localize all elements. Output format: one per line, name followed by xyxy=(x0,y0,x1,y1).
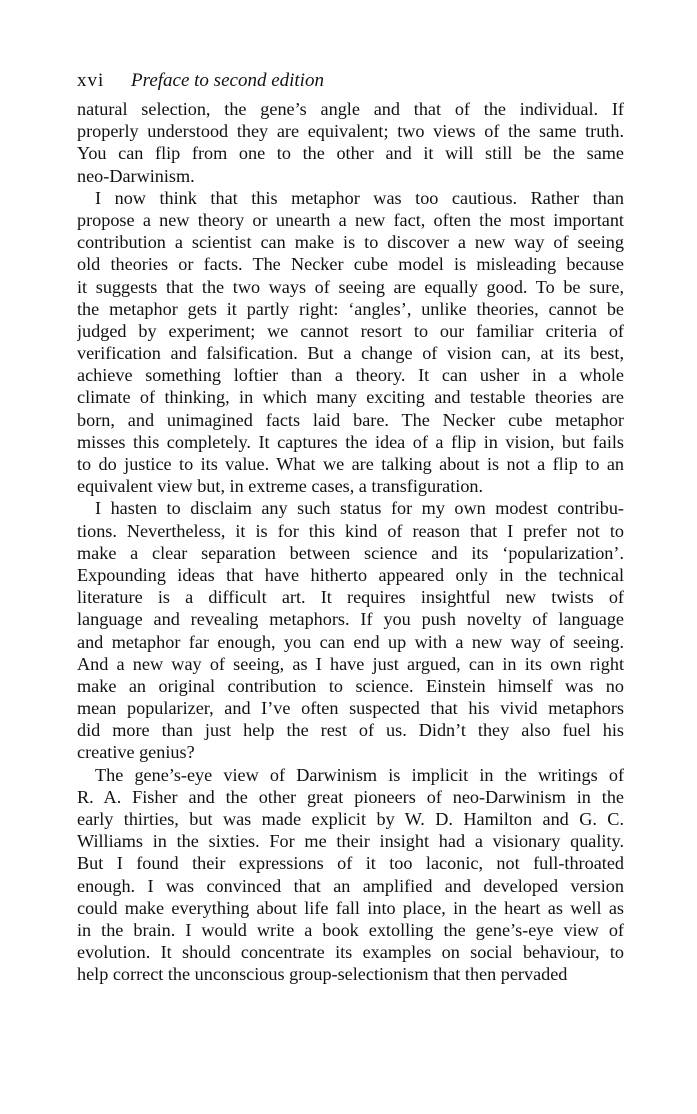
running-title: Preface to second edition xyxy=(131,70,324,91)
text-line: born, and unimagined facts laid bare. The Necker cube metaphor xyxy=(77,409,624,430)
text-line: could make everything about life fall into place, in the heart as well as xyxy=(77,897,624,918)
text-line: old theories or facts. The Necker cube model is misleading because xyxy=(77,254,624,275)
paragraph xyxy=(77,764,624,986)
text-line: climate of thinking, in which many exciting and testable theories are xyxy=(77,387,624,408)
text-line: And a new way of seeing, as I have just argued, can in its own right xyxy=(77,653,624,674)
text-line: evolution. It should concentrate its examples on social behaviour, to xyxy=(77,942,624,963)
text-line: the metaphor gets it partly right: ‘angles’, unlike theories, cannot be xyxy=(77,298,624,319)
text-line: contribution a scientist can make is to discover a new way of seeing xyxy=(77,232,624,253)
text-line: and metaphor far enough, you can end up with a new way of seeing. xyxy=(77,631,624,652)
text-line: But I found their expressions of it too laconic, not full-throated xyxy=(77,853,624,874)
body-text xyxy=(77,98,624,986)
text-line: did more than just help the rest of us. Didn’t they also fuel his xyxy=(77,720,624,741)
text-line: help correct the unconscious group-selectionism that then pervaded xyxy=(77,964,568,985)
text-line: to do justice to its value. What we are talking about is not a flip to an xyxy=(77,454,624,474)
text-line: in the brain. I would write a book extolling the gene’s-eye view of xyxy=(77,919,624,940)
text-line: misses this completely. It captures the idea of a flip in vision, but fails xyxy=(77,431,624,452)
text-line: neo-Darwinism. xyxy=(77,165,195,186)
text-line: literature is a difficult art. It requires insightful new twists of xyxy=(77,587,624,608)
text-line: propose a new theory or unearth a new fact, often the most important xyxy=(77,209,624,230)
paragraph xyxy=(77,187,624,498)
text-line: verification and falsification. But a change of vision can, at its best, xyxy=(77,343,624,364)
text-line: Expounding ideas that have hitherto appeared only in the technical xyxy=(77,564,624,585)
text-line: properly understood they are equivalent; two views of the same truth. xyxy=(77,121,624,142)
text-line: R. A. Fisher and the other great pioneers of neo-Darwinism in the xyxy=(77,786,624,807)
text-line: make an original contribution to science. Einstein himself was no xyxy=(77,675,624,696)
text-line: mean popularizer, and I’ve often suspected that his vivid metaphors xyxy=(77,698,624,719)
text-line: I now think that this metaphor was too cautious. Rather than xyxy=(95,187,624,208)
text-line: make a clear separation between science and its ‘popularization’. xyxy=(77,542,624,563)
text-line: enough. I was convinced that an amplified and developed version xyxy=(77,875,624,896)
text-line: it suggests that the two ways of seeing are equally good. To be sure, xyxy=(77,276,624,297)
paragraph xyxy=(77,98,624,187)
text-line: early thirties, but was made explicit by W. D. Hamilton and G. C. xyxy=(77,809,624,829)
paragraph xyxy=(77,497,624,763)
page-number: xvi xyxy=(77,70,105,91)
text-line: judged by experiment; we cannot resort to our familiar criteria of xyxy=(77,320,624,341)
text-line: Williams in the sixties. For me their insight had a visionary quality. xyxy=(77,831,624,852)
text-line: tions. Nevertheless, it is for this kind of reason that I prefer not to xyxy=(77,520,624,541)
text-line: natural selection, the gene’s angle and that of the individual. If xyxy=(77,99,624,119)
text-line: equivalent view but, in extreme cases, a transfiguration. xyxy=(77,476,484,497)
running-header xyxy=(77,68,637,94)
text-line: The gene’s-eye view of Darwinism is implicit in the writings of xyxy=(95,764,624,785)
text-line: language and revealing metaphors. If you push novelty of language xyxy=(77,609,624,630)
text-line: I hasten to disclaim any such status for my own modest contribu- xyxy=(95,498,624,519)
text-line: achieve something loftier than a theory. It can usher in a whole xyxy=(77,365,624,386)
text-line: creative genius? xyxy=(77,742,195,763)
text-line: You can flip from one to the other and it will still be the same xyxy=(77,143,624,164)
